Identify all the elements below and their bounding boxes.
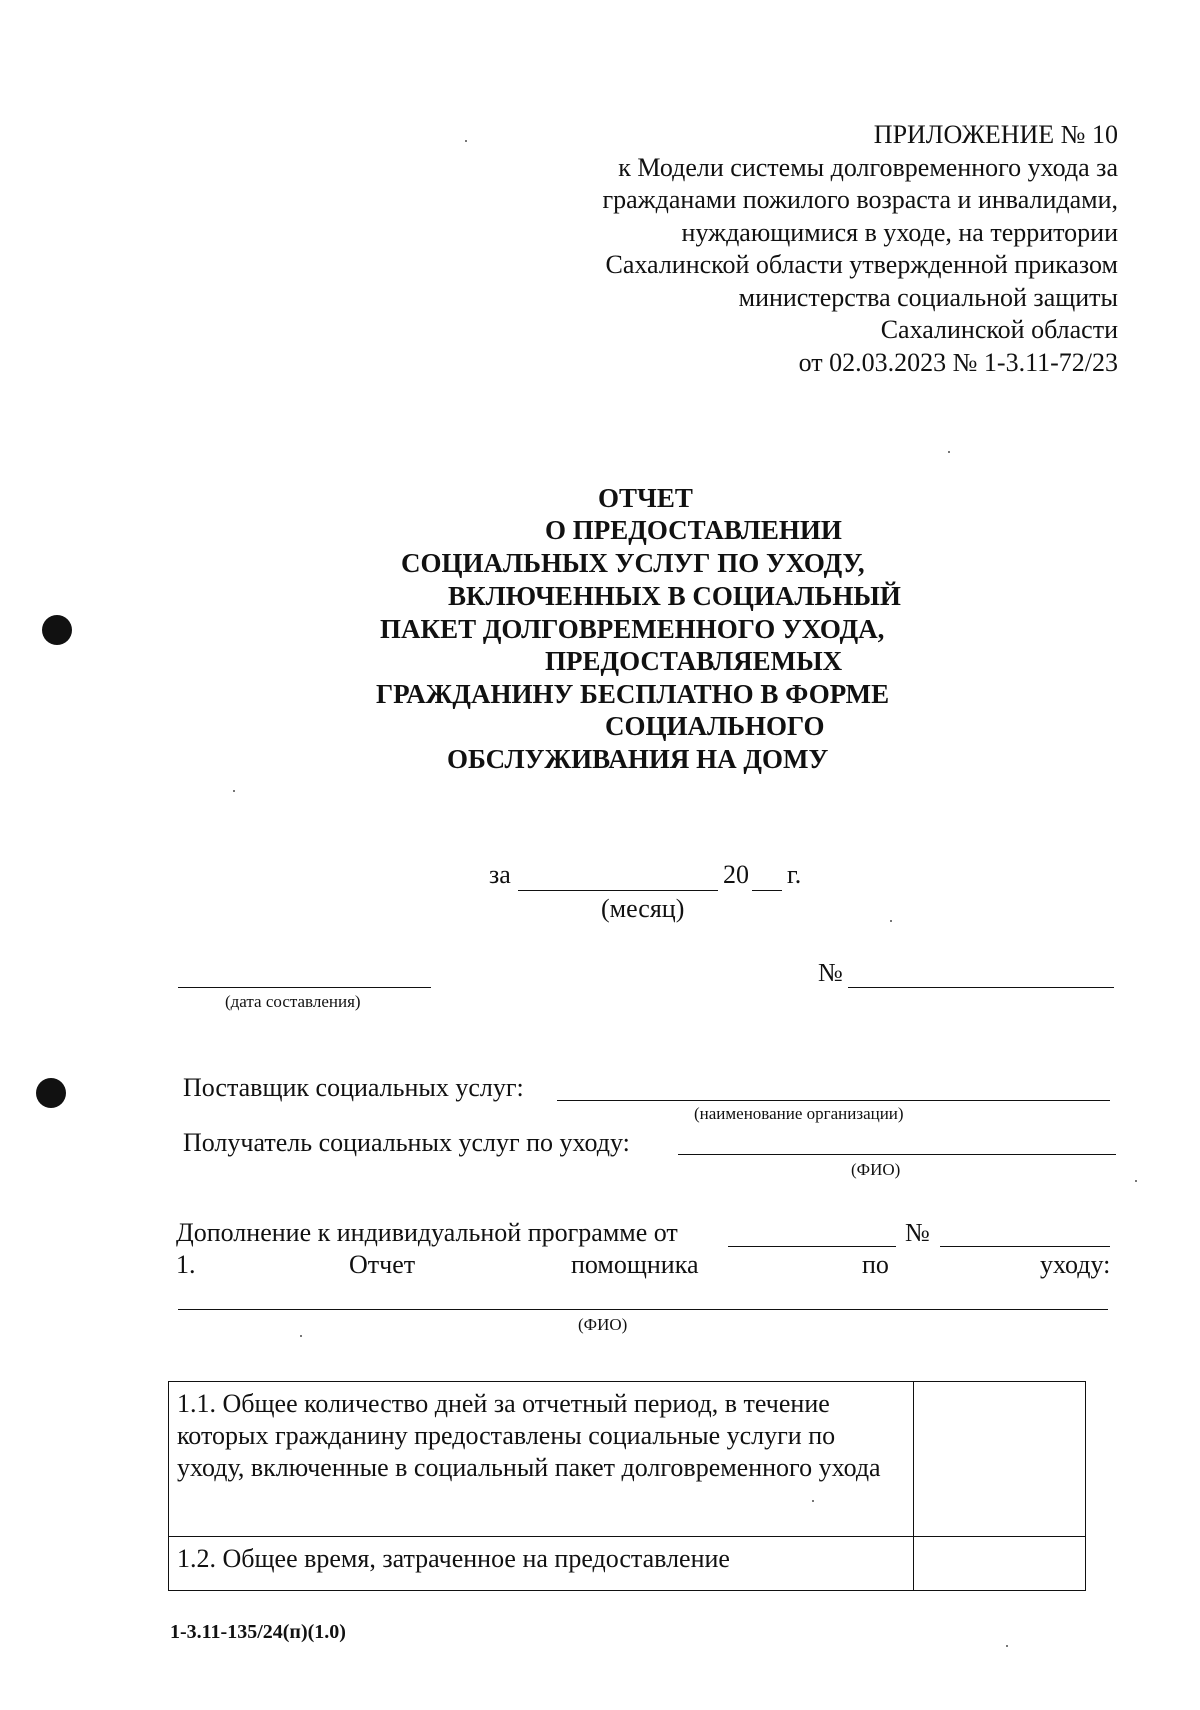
scan-speck: [465, 140, 467, 142]
date-field[interactable]: [178, 987, 431, 988]
assistant-name-field[interactable]: [178, 1309, 1108, 1310]
year-suffix: г.: [787, 860, 802, 889]
section1-word: уходу:: [1040, 1250, 1111, 1279]
appendix-line: Сахалинской области: [880, 315, 1118, 344]
scan-speck: [948, 451, 950, 453]
table-cell-value[interactable]: [914, 1537, 1086, 1591]
table-row: [169, 1537, 1086, 1591]
section1-word: Отчет: [349, 1250, 416, 1279]
scan-speck: [233, 790, 235, 792]
report-table: [168, 1381, 1086, 1591]
appendix-line: ПРИЛОЖЕНИЕ № 10: [873, 120, 1118, 149]
title-line: ВКЛЮЧЕННЫХ В СОЦИАЛЬНЫЙ: [448, 581, 901, 611]
table-cell-description: 1.2. Общее время, затраченное на предоставление: [169, 1537, 914, 1591]
provider-field[interactable]: [557, 1100, 1110, 1101]
appendix-line: нуждающимися в уходе, на территории: [681, 217, 1118, 247]
year-prefix: 20: [723, 860, 749, 889]
recipient-field[interactable]: [678, 1154, 1116, 1155]
title-line: ПРЕДОСТАВЛЯЕМЫХ: [545, 646, 843, 676]
scan-speck: [300, 1335, 302, 1337]
appendix-line: министерства социальной защиты: [738, 282, 1118, 312]
title-line: О ПРЕДОСТАВЛЕНИИ: [545, 515, 842, 545]
supplement-number-label: №: [905, 1218, 930, 1247]
section1-word: помощника: [571, 1250, 699, 1279]
scan-speck: [890, 920, 892, 922]
title-line: ГРАЖДАНИНУ БЕСПЛАТНО В ФОРМЕ: [376, 679, 890, 709]
supplement-date-field[interactable]: [728, 1246, 896, 1247]
period-prefix: за: [489, 860, 511, 889]
table-row: [169, 1382, 1086, 1537]
punch-hole-top: [42, 615, 72, 645]
scan-speck: [1135, 1180, 1137, 1182]
title-line: ОБСЛУЖИВАНИЯ НА ДОМУ: [447, 744, 829, 774]
number-label: №: [818, 958, 843, 987]
section1-number: 1.: [176, 1250, 196, 1279]
provider-caption: (наименование организации): [694, 1104, 904, 1123]
month-field[interactable]: [518, 890, 718, 891]
recipient-caption: (ФИО): [851, 1160, 901, 1179]
title-line: ОТЧЕТ: [598, 483, 693, 513]
provider-label: Поставщик социальных услуг:: [183, 1073, 524, 1102]
year-field[interactable]: [752, 890, 782, 891]
document-code: 1-3.11-135/24(п)(1.0): [170, 1621, 346, 1643]
title-line: СОЦИАЛЬНОГО: [605, 711, 825, 741]
appendix-line: гражданами пожилого возраста и инвалидами,: [602, 185, 1118, 214]
title-line: СОЦИАЛЬНЫХ УСЛУГ ПО УХОДУ,: [401, 548, 865, 578]
appendix-line: Сахалинской области утвержденной приказом: [605, 250, 1118, 279]
supplement-label: Дополнение к индивидуальной программе от: [176, 1218, 678, 1247]
appendix-line: от 02.03.2023 № 1-3.11-72/23: [798, 347, 1118, 377]
section1-word: по: [862, 1250, 889, 1279]
appendix-block: [602, 119, 1118, 379]
title-line: ПАКЕТ ДОЛГОВРЕМЕННОГО УХОДА,: [380, 614, 885, 644]
date-caption: (дата составления): [225, 992, 361, 1011]
month-caption: (месяц): [601, 894, 685, 923]
recipient-label: Получатель социальных услуг по уходу:: [183, 1128, 630, 1157]
punch-hole-bottom: [36, 1078, 66, 1108]
table-cell-value[interactable]: [914, 1382, 1086, 1537]
supplement-number-field[interactable]: [940, 1246, 1110, 1247]
assistant-name-caption: (ФИО): [578, 1315, 628, 1334]
table-cell-description: 1.1. Общее количество дней за отчетный период, в течение которых гражданину предоставлены социальные услуги по уходу, включенные в социальный пакет долговременного ухода: [169, 1382, 914, 1537]
document-number-field[interactable]: [848, 987, 1114, 988]
scan-speck: [1006, 1645, 1008, 1647]
appendix-line: к Модели системы долговременного ухода за: [618, 152, 1118, 182]
